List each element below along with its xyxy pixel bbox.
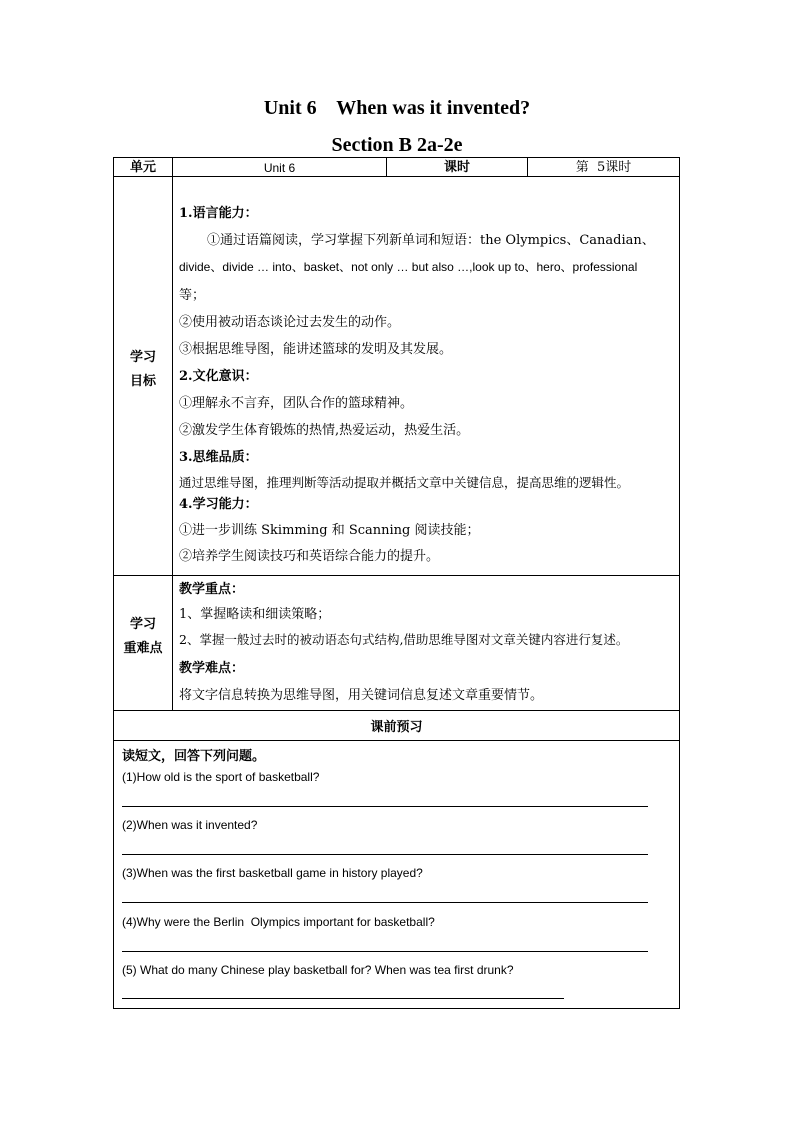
objective-line: ②使用被动语态谈论过去发生的动作。 [179, 315, 401, 330]
objectives-content [173, 177, 679, 575]
page-title: Unit 6 When was it invented? [263, 97, 531, 119]
objective-line: 通过思维导图，推理判断等活动提取并概括文章中关键信息，提高思维的逻辑性。 [179, 475, 630, 490]
objective-line: ②培养学生阅读技巧和英语综合能力的提升。 [179, 549, 440, 564]
keypoints-label-line: 学习 [129, 617, 156, 632]
question-3: (3)When was the first basketball game in history played? [122, 866, 423, 880]
row-divider [114, 710, 679, 711]
objective-line: ①通过语篇阅读，学习掌握下列新单词和短语：the Olympics、Canadian、 [207, 233, 655, 248]
keypoints-label [114, 613, 172, 661]
keypoint-heading: 教学重点： [179, 582, 245, 597]
objectives-label-line: 学习 [129, 350, 156, 365]
objective-line: ①进一步训练 Skimming 和 Scanning 阅读技能； [179, 523, 480, 538]
preview-instruction: 读短文，回答下列问题。 [122, 749, 266, 764]
objective-line: ②激发学生体育锻炼的热情,热爱运动，热爱生活。 [179, 423, 470, 438]
unit-value: Unit 6 [263, 161, 296, 175]
lesson-plan-table [113, 157, 680, 1009]
objective-heading: 1.语言能力： [179, 206, 258, 221]
question-5: (5) What do many Chinese play basketball for? When was tea first drunk? [122, 963, 514, 977]
keypoints-content [173, 576, 679, 710]
objectives-label [114, 346, 172, 394]
objective-heading: 2.文化意识： [179, 369, 258, 384]
question-2: (2)When was it invented? [122, 818, 258, 832]
objective-heading: 3.思维品质： [179, 450, 258, 465]
objective-line: ①理解永不言弃，团队合作的篮球精神。 [179, 396, 414, 411]
answer-line-3[interactable] [122, 902, 648, 903]
keypoint-line: 1、掌握略读和细读策略； [179, 607, 331, 622]
period-value: 第 5课时 [575, 160, 632, 175]
keypoints-label-line: 重难点 [123, 641, 163, 656]
period-label: 课时 [443, 160, 470, 175]
objectives-label-line: 目标 [129, 374, 156, 389]
question-1: (1)How old is the sport of basketball? [122, 770, 320, 784]
keypoint-heading: 教学难点： [179, 661, 245, 676]
page-subtitle: Section B 2a-2e [331, 134, 463, 156]
answer-line-4[interactable] [122, 951, 648, 952]
objective-line: 等； [179, 288, 206, 303]
keypoint-line: 2、掌握一般过去时的被动语态句式结构,借助思维导图对文章关键内容进行复述。 [179, 632, 629, 647]
answer-line-5[interactable] [122, 998, 564, 999]
objective-line: ③根据思维导图，能讲述篮球的发明及其发展。 [179, 342, 453, 357]
answer-line-2[interactable] [122, 854, 648, 855]
unit-label: 单元 [129, 160, 156, 175]
objective-line: divide、divide … into、basket、not only … but also …,look up to、hero、professional [179, 260, 638, 274]
keypoint-line: 将文字信息转换为思维导图，用关键词信息复述文章重要情节。 [179, 688, 544, 703]
question-4: (4)Why were the Berlin Olympics important for basketball? [122, 915, 435, 929]
preview-section-title: 课前预习 [370, 720, 423, 735]
objective-heading: 4.学习能力： [179, 497, 258, 512]
answer-line-1[interactable] [122, 806, 648, 807]
preview-content [114, 741, 679, 1009]
